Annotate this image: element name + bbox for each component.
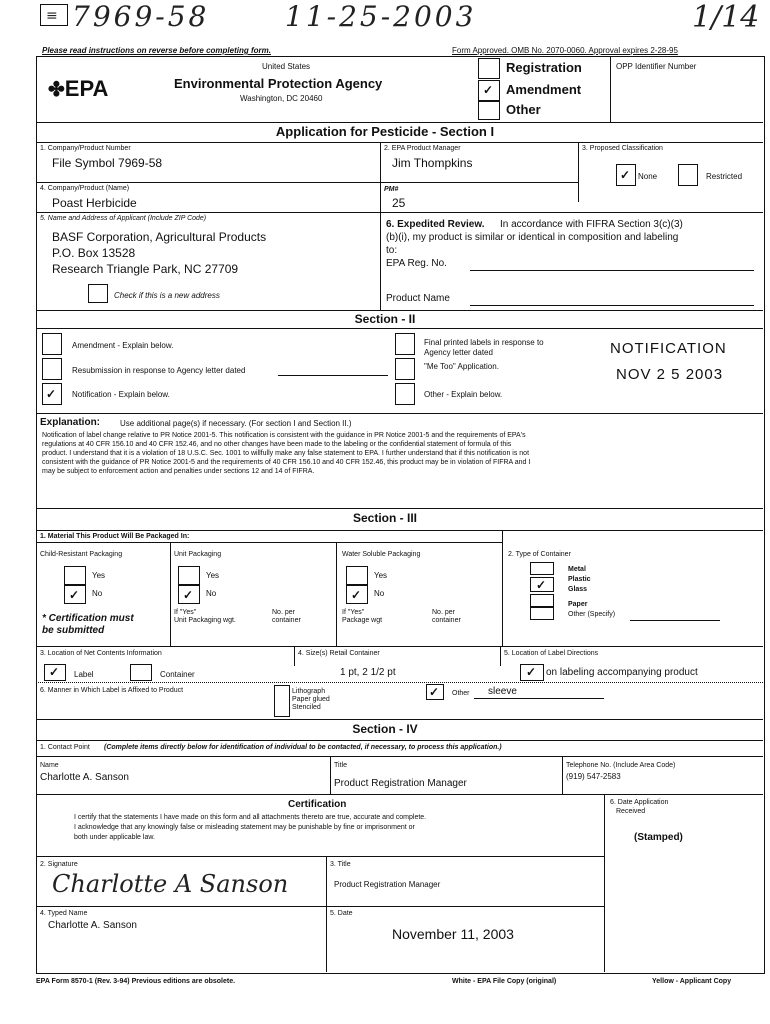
- water-soluble-no-checkbox[interactable]: ✓: [346, 585, 368, 604]
- net-contents-container-option: Container: [160, 670, 195, 679]
- packaging-material-label: 1. Material This Product Will Be Packaged In:: [40, 533, 190, 540]
- application-title: Application for Pesticide - Section I: [275, 124, 495, 139]
- amendment-explain-checkbox[interactable]: [42, 333, 62, 355]
- stamped-label: (Stamped): [634, 832, 683, 843]
- agency-name: Environmental Protection Agency: [174, 76, 383, 91]
- expedited-review-text1: In accordance with FIFRA Section 3(c)(3): [500, 219, 683, 230]
- glass-label: Glass: [568, 586, 588, 593]
- title-value[interactable]: Product Registration Manager: [334, 778, 467, 789]
- company-product-name-label: 4. Company/Product (Name): [40, 185, 130, 192]
- other-explain-checkbox[interactable]: [395, 383, 415, 405]
- water-no-per: No. per: [432, 609, 455, 616]
- final-labels-label-1: Final printed labels in response to: [424, 338, 544, 347]
- handwritten-file-number: 7969-58: [72, 0, 210, 33]
- classification-none-label: None: [638, 172, 658, 181]
- explanation-line5: may be subject to enforcement action and penalties under sections 12 and 14 of FIFRA.: [42, 468, 315, 475]
- section4-title: Section - IV: [352, 722, 418, 736]
- expedited-review-title: 6. Expedited Review.: [386, 219, 485, 230]
- proposed-classification-label: 3. Proposed Classification: [582, 145, 663, 152]
- title3-label: 3. Title: [330, 861, 351, 868]
- final-labels-checkbox[interactable]: [395, 333, 415, 355]
- certification-note-1: * Certification must: [42, 613, 134, 624]
- label-affixed-options-box[interactable]: [274, 685, 290, 717]
- instructions-note: Please read instructions on reverse before completing form.: [42, 46, 271, 55]
- classification-restricted-checkbox[interactable]: [678, 164, 698, 186]
- explanation-line3: product. I understand that it is a violation of 18 U.S.C. Sec. 1001 to willfully make any false statement to EPA. I further understand that if this notification is not: [42, 450, 530, 457]
- agency-address: Washington, DC 20460: [240, 94, 323, 103]
- resubmission-label: Resubmission in response to Agency letter dated: [72, 366, 246, 375]
- title-label: Title: [334, 762, 347, 769]
- label-affixed-label: 6. Manner in Which Label is Affixed to Product: [40, 687, 184, 694]
- notification-checkbox[interactable]: ✓: [42, 383, 62, 405]
- new-address-label: Check if this is a new address: [114, 291, 220, 300]
- footer-form-number: EPA Form 8570-1 (Rev. 3-94) Previous editions are obsolete.: [36, 978, 236, 985]
- certification-line1: I certify that the statements I have made on this form and all attachments thereto are true, accurate and complete.: [74, 814, 427, 821]
- certification-note-2: be submitted: [42, 625, 105, 636]
- amendment-checkbox[interactable]: ✓: [478, 80, 500, 101]
- signature-label: 2. Signature: [40, 861, 78, 868]
- final-labels-label-2: Agency letter dated: [424, 348, 493, 357]
- name-value[interactable]: Charlotte A. Sanson: [40, 772, 129, 783]
- expedited-review-text2: (b)(i), my product is similar or identical in composition and labeling: [386, 232, 679, 243]
- notification-stamp: NOTIFICATION: [610, 340, 727, 357]
- water-soluble-yes-checkbox[interactable]: [346, 566, 368, 585]
- water-if-yes: If "Yes": [342, 609, 365, 616]
- footer-white-copy: White - EPA File Copy (original): [452, 978, 557, 985]
- explanation-line4: consistent with the guidance of PR Notice 2001-5 and the requirements of 40 CFR 156.10 and 40 CFR 152.46, this product may be in violation of FIFRA and I: [42, 459, 531, 466]
- child-resistant-no-label: No: [92, 589, 103, 598]
- pm-number-value[interactable]: 25: [392, 196, 406, 210]
- classification-restricted-label: Restricted: [706, 172, 743, 181]
- water-package-wgt: Package wgt: [342, 617, 383, 624]
- name-label: Name: [40, 762, 59, 769]
- classification-none-checkbox[interactable]: ✓: [616, 164, 636, 186]
- date-value[interactable]: November 11, 2003: [392, 926, 514, 942]
- amendment-explain-label: Amendment - Explain below.: [72, 341, 174, 350]
- phone-value[interactable]: (919) 547-2583: [566, 772, 621, 781]
- company-product-number-label: 1. Company/Product Number: [40, 145, 131, 152]
- net-contents-container-checkbox[interactable]: [130, 664, 152, 681]
- company-product-number-value[interactable]: File Symbol 7969-58: [52, 156, 163, 170]
- menu-icon: ≡: [46, 8, 58, 24]
- retail-size-value[interactable]: 1 pt, 2 1/2 pt: [340, 667, 396, 678]
- type-other-label: Other: [506, 102, 541, 117]
- water-soluble-label: Water Soluble Packaging: [342, 551, 421, 558]
- explanation-line1: Notification of label change relative to PR Notice 2001-5. This notification is consistent with the guidance in PR Notice 2001-5 and the requirements of EPA's: [42, 432, 526, 439]
- metal-checkbox[interactable]: [530, 562, 554, 575]
- label-directions-label: 5. Location of Label Directions: [504, 650, 599, 657]
- date-label: 5. Date: [330, 910, 353, 917]
- new-address-checkbox[interactable]: [88, 284, 108, 303]
- type-registration-label: Registration: [506, 60, 582, 75]
- certification-line2: I acknowledge that any knowingly false or misleading statement may be punishable by fine or imprisonment or: [74, 824, 415, 831]
- notification-stamp-date: NOV 2 5 2003: [616, 366, 724, 383]
- affixed-other-checkbox[interactable]: ✓: [426, 684, 444, 700]
- handwritten-date: 11-25-2003: [285, 0, 477, 33]
- net-contents-label-checkbox[interactable]: ✓: [44, 664, 66, 681]
- title3-value[interactable]: Product Registration Manager: [334, 880, 441, 889]
- plastic-label: Plastic: [568, 576, 591, 583]
- certification-title: Certification: [288, 799, 347, 810]
- contact-point-hint: (Complete items directly below for identification of individual to be contacted, if necessary, to process this application.): [104, 744, 502, 751]
- signature-value[interactable]: Charlotte A Sanson: [52, 870, 289, 898]
- retail-size-label: 4. Size(s) Retail Container: [298, 650, 380, 657]
- other-container-field[interactable]: [630, 620, 720, 621]
- paper-glued-label: Paper glued: [292, 696, 330, 703]
- product-name-label: Product Name: [386, 293, 450, 304]
- epa-reg-no-label: EPA Reg. No.: [386, 258, 447, 269]
- resubmission-date-field[interactable]: [278, 375, 388, 376]
- unit-packaging-yes-label: Yes: [206, 571, 220, 580]
- phone-label: Telephone No. (Include Area Code): [566, 762, 676, 769]
- section3-title: Section - III: [352, 511, 417, 525]
- child-resistant-label: Child-Resistant Packaging: [40, 551, 123, 558]
- other-type-checkbox[interactable]: [478, 101, 500, 120]
- product-manager-value[interactable]: Jim Thompkins: [392, 156, 473, 170]
- water-soluble-yes-label: Yes: [374, 571, 388, 580]
- explanation-label: Explanation:: [40, 417, 101, 428]
- unit-packaging-no-checkbox[interactable]: ✓: [178, 585, 200, 604]
- type-container-label: 2. Type of Container: [508, 551, 571, 558]
- unit-packaging-no-label: No: [206, 589, 217, 598]
- plastic-checkbox[interactable]: ✓: [530, 577, 554, 592]
- stenciled-label: Stenciled: [292, 704, 321, 711]
- water-soluble-no-label: No: [374, 589, 385, 598]
- unit-no-per: No. per: [272, 609, 295, 616]
- epa-reg-no-field[interactable]: [470, 270, 754, 271]
- type-amendment-label: Amendment: [506, 82, 582, 97]
- metal-label: Metal: [568, 566, 586, 573]
- label-directions-value[interactable]: on labeling accompanying product: [546, 667, 698, 678]
- footer-yellow-copy: Yellow - Applicant Copy: [652, 978, 732, 985]
- explanation-hint: Use additional page(s) if necessary. (For section I and Section II.): [120, 419, 352, 428]
- label-directions-checkbox[interactable]: ✓: [520, 664, 544, 681]
- unit-packaging-yes-checkbox[interactable]: [178, 566, 200, 585]
- resubmission-checkbox[interactable]: [42, 358, 62, 380]
- affixed-other-value[interactable]: sleeve: [488, 686, 517, 697]
- me-too-checkbox[interactable]: [395, 358, 415, 380]
- date-received-label-2: Received: [616, 808, 646, 815]
- expedited-review-text3: to:: [386, 245, 398, 256]
- certification-line3: both under applicable law.: [74, 834, 155, 841]
- pm-number-label: PM#: [384, 186, 399, 193]
- epa-logo: ✤EPA: [48, 76, 109, 101]
- water-container: container: [432, 617, 461, 624]
- me-too-label: "Me Too" Application.: [424, 362, 499, 371]
- other-container-label: Other (Specify): [568, 611, 616, 618]
- net-contents-label-option: Label: [74, 670, 94, 679]
- typed-name-label: 4. Typed Name: [40, 910, 88, 917]
- paper-checkbox[interactable]: [530, 607, 554, 620]
- contact-point-label: 1. Contact Point: [40, 744, 90, 751]
- date-received-label-1: 6. Date Application: [610, 799, 669, 806]
- agency-line1: United States: [262, 62, 311, 71]
- child-resistant-yes-label: Yes: [92, 571, 106, 580]
- other-explain-label: Other - Explain below.: [424, 390, 503, 399]
- section2-title: Section - II: [354, 312, 416, 326]
- unit-if-yes: If "Yes": [174, 609, 197, 616]
- registration-checkbox[interactable]: [478, 58, 500, 79]
- affixed-other-label: Other: [452, 690, 470, 697]
- opp-identifier-label: OPP Identifier Number: [616, 62, 697, 71]
- typed-name-value[interactable]: Charlotte A. Sanson: [48, 920, 137, 931]
- child-resistant-no-checkbox[interactable]: ✓: [64, 585, 86, 604]
- unit-container: container: [272, 617, 301, 624]
- applicant-address-line1[interactable]: BASF Corporation, Agricultural Products: [52, 230, 267, 244]
- product-manager-label: 2. EPA Product Manager: [384, 145, 461, 152]
- applicant-address-line2[interactable]: P.O. Box 13528: [52, 246, 136, 260]
- company-product-name-value[interactable]: Poast Herbicide: [52, 196, 137, 210]
- explanation-line2: regulations at 40 CFR 156.10 and 40 CFR 152.46, and no other changes have been made to the labeling or the confidential statement of formula of this: [42, 441, 512, 448]
- notification-label: Notification - Explain below.: [72, 390, 170, 399]
- unit-packaging-label: Unit Packaging: [174, 551, 222, 558]
- handwritten-page: 1/14: [692, 0, 760, 35]
- glass-checkbox[interactable]: [530, 594, 554, 607]
- child-resistant-yes-checkbox[interactable]: [64, 566, 86, 585]
- form-approved: Form Approved. OMB No. 2070-0060. Approval expires 2-28-95: [452, 46, 678, 55]
- applicant-address-line3[interactable]: Research Triangle Park, NC 27709: [52, 262, 239, 276]
- applicant-address-label: 5. Name and Address of Applicant (Include ZIP Code): [40, 215, 207, 222]
- net-contents-label: 3. Location of Net Contents Information: [40, 650, 162, 657]
- paper-label: Paper: [568, 601, 588, 608]
- product-name-field[interactable]: [470, 305, 754, 306]
- unit-packaging-wgt: Unit Packaging wgt.: [174, 617, 236, 624]
- lithograph-label: Lithograph: [292, 688, 326, 695]
